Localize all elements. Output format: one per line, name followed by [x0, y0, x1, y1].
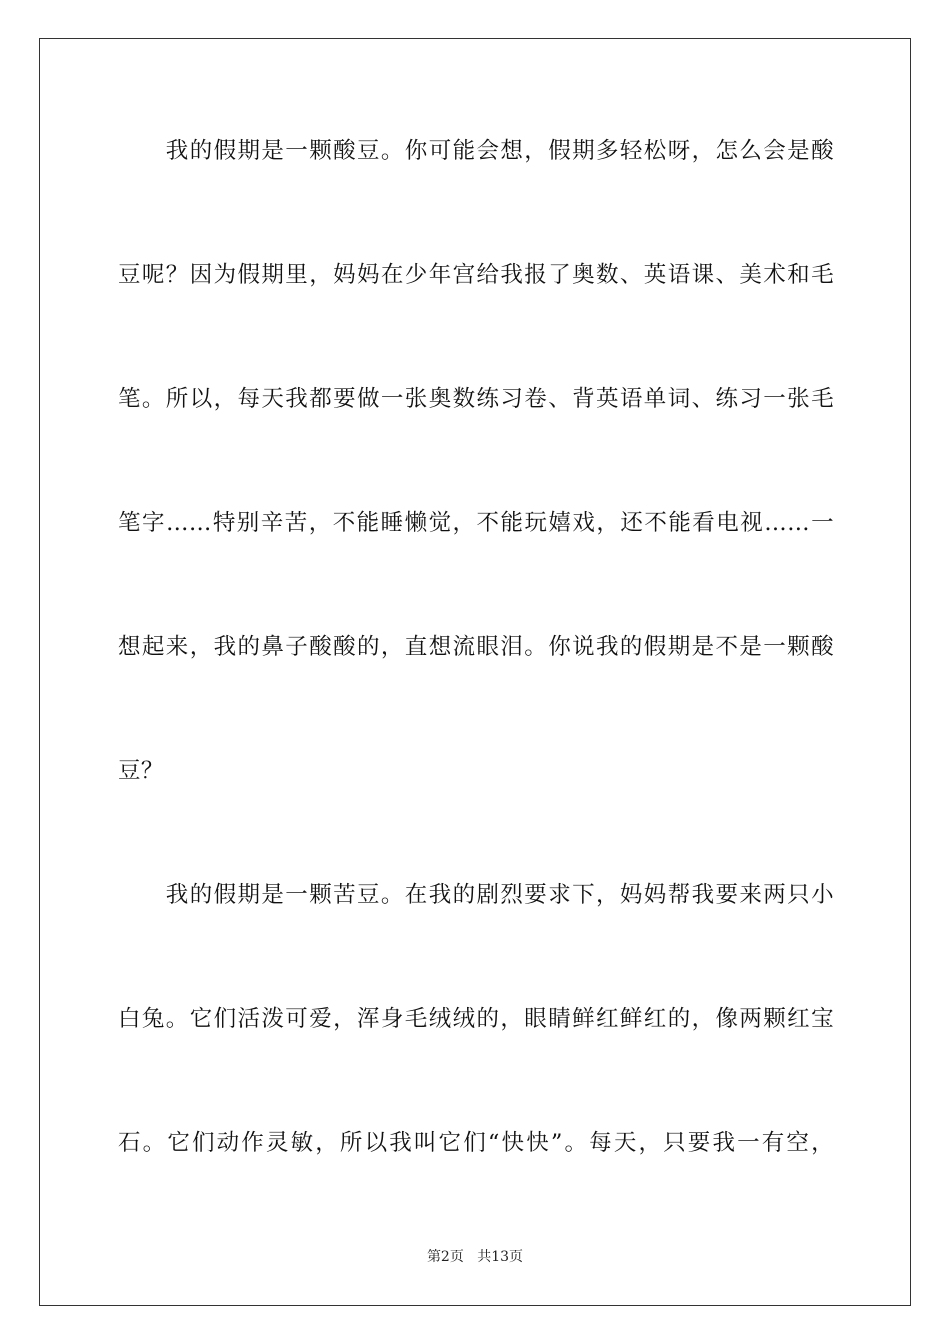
paragraph-line: 我的假期是一颗酸豆。你可能会想，假期多轻松呀，怎么会是酸	[118, 138, 834, 164]
page-number: 第2页	[426, 1249, 464, 1265]
page-footer	[0, 1248, 950, 1266]
paragraph-line: 我的假期是一颗苦豆。在我的剧烈要求下，妈妈帮我要来两只小	[118, 882, 834, 908]
paragraph-line: 豆？	[118, 758, 164, 784]
total-pages: 共13页	[477, 1249, 524, 1265]
paragraph-line: 想起来，我的鼻子酸酸的，直想流眼泪。你说我的假期是不是一颗酸	[118, 634, 834, 660]
paragraph-line: 白兔。它们活泼可爱，浑身毛绒绒的，眼睛鲜红鲜红的，像两颗红宝	[118, 1006, 834, 1032]
paragraph-line: 笔字……特别辛苦，不能睡懒觉，不能玩嬉戏，还不能看电视……一	[118, 510, 834, 536]
paragraph-line: 笔。所以，每天我都要做一张奥数练习卷、背英语单词、练习一张毛	[118, 386, 834, 412]
paragraph-line: 豆呢？因为假期里，妈妈在少年宫给我报了奥数、英语课、美术和毛	[118, 262, 834, 288]
page-border	[39, 38, 911, 1306]
paragraph-line: 石。它们动作灵敏，所以我叫它们“快快”。每天，只要我一有空，	[118, 1130, 834, 1156]
